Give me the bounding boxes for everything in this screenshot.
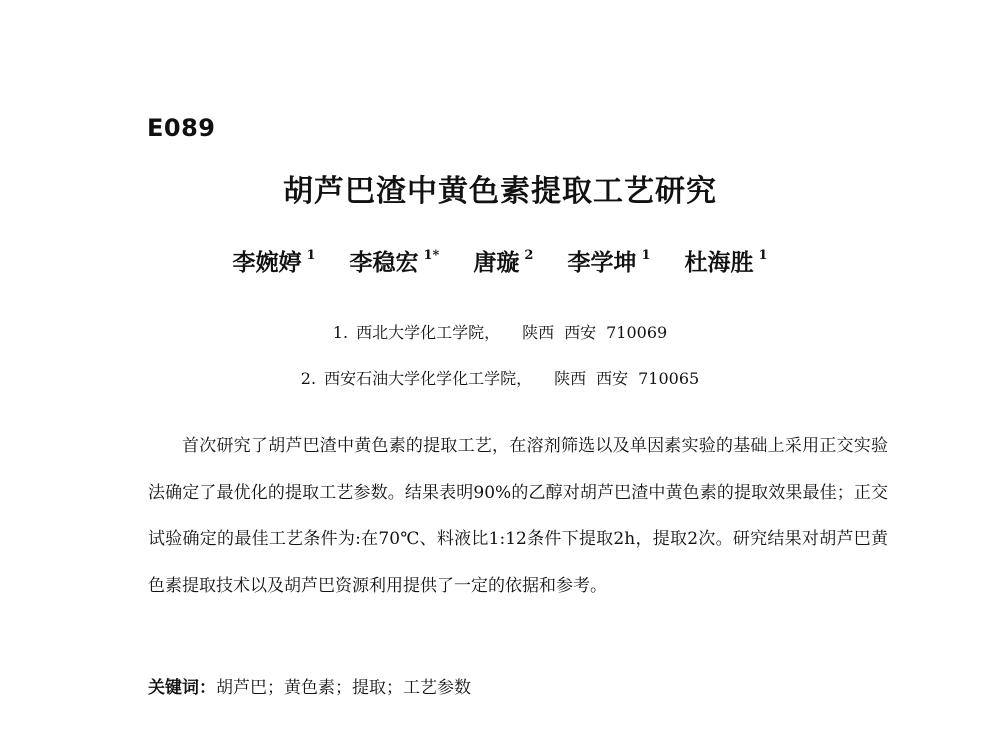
author-name: 李稳宏: [349, 250, 419, 276]
affiliation-postcode: 710069: [606, 323, 668, 342]
author: [232, 244, 315, 277]
affiliation-province: 陕西: [522, 323, 555, 342]
affiliation-province: 陕西: [554, 369, 587, 388]
abstract-text: 首次研究了胡芦巴渣中黄色素的提取工艺，在溶剂筛选以及单因素实验的基础上采用正交实验法确定了最优化的提取工艺参数。结果表明90%的乙醇对胡芦巴渣中黄色素的提取效果最佳；正交试验确定的最佳工艺条件为:在70℃、料液比1:12条件下提取2h，提取2次。研究结果对胡芦巴黄色素提取技术以及胡芦巴资源利用提供了一定的依据和参考。: [148, 436, 888, 596]
affiliation-number: 1.: [332, 323, 349, 342]
abstract: [148, 423, 888, 609]
affiliation-city: 西安: [596, 369, 629, 388]
affiliation-postcode: 710065: [638, 369, 700, 388]
author-affiliation-mark: 1*: [423, 248, 440, 263]
author-affiliation-mark: 1: [758, 248, 768, 263]
paper-title: 胡芦巴渣中黄色素提取工艺研究: [283, 174, 717, 209]
author: [685, 244, 768, 277]
affiliation-institution: 西北大学化工学院，: [356, 323, 501, 342]
affiliation-city: 西安: [564, 323, 597, 342]
author-name: 唐璇: [473, 250, 520, 276]
author-affiliation-mark: 1: [641, 248, 651, 263]
author: [567, 244, 650, 277]
author-affiliation-mark: 1: [306, 248, 316, 263]
affiliation-number: 2.: [300, 369, 317, 388]
keywords-list: 胡芦巴；黄色素；提取；工艺参数: [216, 678, 471, 698]
author: [473, 244, 533, 277]
author-name: 李学坤: [567, 250, 637, 276]
affiliation-2: [0, 366, 1000, 389]
keywords: [148, 673, 471, 698]
affiliation-1: [0, 320, 1000, 343]
author-affiliation-mark: 2: [524, 248, 534, 263]
author-list: [0, 244, 1000, 277]
keywords-label: 关键词：: [148, 678, 216, 698]
author-name: 李婉婷: [232, 250, 302, 276]
paper-code: E089: [147, 114, 216, 142]
author: [350, 244, 440, 277]
author-name: 杜海胜: [684, 250, 754, 276]
affiliation-institution: 西安石油大学化学化工学院，: [324, 369, 533, 388]
